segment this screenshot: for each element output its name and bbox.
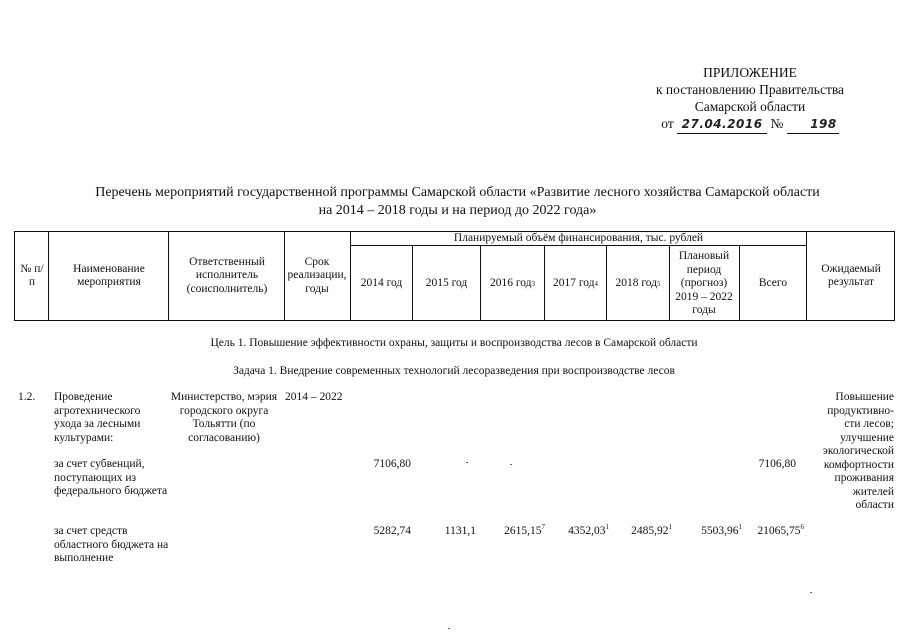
document-title-line-1: Перечень мероприятий государственной программы Самарской области «Развитие лесного хозяйства Самарской области: [95, 185, 820, 200]
sub2-plan-value: 5503,96: [701, 525, 739, 537]
sub2-2018-value: 2485,92: [631, 525, 669, 537]
document-title-line-2: на 2014 – 2018 годы и на период до 2022 года»: [318, 203, 597, 218]
annex-number-prefix: №: [770, 116, 784, 131]
header-2018: 2018 год 5: [615, 277, 661, 290]
header-2017: 2017 год 4: [552, 277, 599, 290]
col-border: [669, 245, 670, 321]
header-num: № п/п: [20, 262, 44, 288]
sub2-2018-footnote: 1: [668, 523, 672, 532]
col-border: [894, 231, 895, 321]
header-funding: Планируемый объём финансирования, тыс. рублей: [453, 232, 704, 244]
header-2016-label: 2016 год: [489, 277, 532, 290]
task-line: Задача 1. Внедрение современных технологий лесоразведения при воспроизводстве лесов: [233, 365, 675, 377]
header-2018-label: 2018 год: [615, 277, 658, 290]
scan-speck: [810, 592, 812, 593]
annex-line-2: к постановлению Правительства: [655, 82, 845, 97]
sub2-2014: 5282,74: [373, 525, 411, 537]
sub1-label: за счет субвенций, поступающих из федерального бюджета: [54, 458, 168, 497]
header-2017-label: 2017 год: [552, 277, 595, 290]
annex-date-line: [600, 115, 900, 134]
col-border: [284, 231, 285, 321]
document-title: [40, 184, 875, 220]
sub2-total-footnote: 6: [800, 523, 804, 532]
scan-speck: [510, 464, 512, 465]
annex-block: [600, 64, 900, 134]
row-number: 1.2.: [18, 391, 36, 403]
header-name: Наименование мероприятия: [73, 262, 145, 288]
header-result: Ожидаемый результат: [821, 262, 881, 288]
sub1-total: 7106,80: [758, 458, 796, 470]
row-result: Повышение продуктивно-сти лесов; улучшение экологической комфортности проживания жителей области: [822, 391, 894, 511]
handwritten-number: 198: [787, 116, 839, 134]
sub2-2015: 1131,1: [444, 525, 476, 537]
sub2-total: [735, 525, 804, 539]
annex-line-3: Самарской области: [694, 99, 806, 114]
sub2-label: за счет средств областного бюджета на выполнение: [54, 525, 169, 564]
sub2-2016-footnote: 7: [541, 523, 545, 532]
scan-speck: [466, 462, 468, 463]
row-name: Проведение агротехнического ухода за лесными культурами:: [54, 391, 141, 444]
header-executor: Ответственный исполнитель (соисполнитель): [186, 255, 268, 295]
sub2-2016: [480, 525, 545, 539]
header-total: Всего: [758, 277, 788, 290]
col-border: [168, 231, 169, 321]
col-border: [48, 231, 49, 321]
scan-speck: [448, 628, 450, 629]
sub2-2018: [610, 525, 672, 539]
col-border: [806, 231, 807, 321]
row-term: 2014 – 2022: [285, 391, 343, 403]
sub2-2017-footnote: 1: [605, 523, 609, 532]
annex-title: ПРИЛОЖЕНИЕ: [703, 65, 797, 80]
handwritten-date: 27.04.2016: [677, 116, 767, 134]
goal-line: Цель 1. Повышение эффективности охраны, защиты и воспроизводства лесов в Самарской области: [210, 337, 698, 349]
row-executor: Министерство, мэрия городского округа Тольятти (по согласованию): [170, 391, 278, 444]
sub2-2016-value: 2615,15: [504, 525, 542, 537]
header-2014: 2014 год: [360, 277, 403, 290]
col-border: [14, 231, 15, 321]
sub2-2017: [547, 525, 609, 539]
header-2015: 2015 год: [425, 277, 468, 290]
header-term: Срок реализации, годы: [287, 255, 347, 295]
sub2-plan-footnote: 1: [738, 523, 742, 532]
annex-date-prefix: от: [661, 116, 674, 131]
sub2-total-value: 21065,75: [757, 525, 801, 537]
sub2-plan: [675, 525, 742, 539]
header-plan-period: Плановый период (прогноз) 2019 – 2022 годы: [675, 250, 733, 317]
sub2-2017-value: 4352,03: [568, 525, 606, 537]
sub1-2014: 7106,80: [373, 458, 411, 470]
header-2016: 2016 год 3: [489, 277, 536, 290]
